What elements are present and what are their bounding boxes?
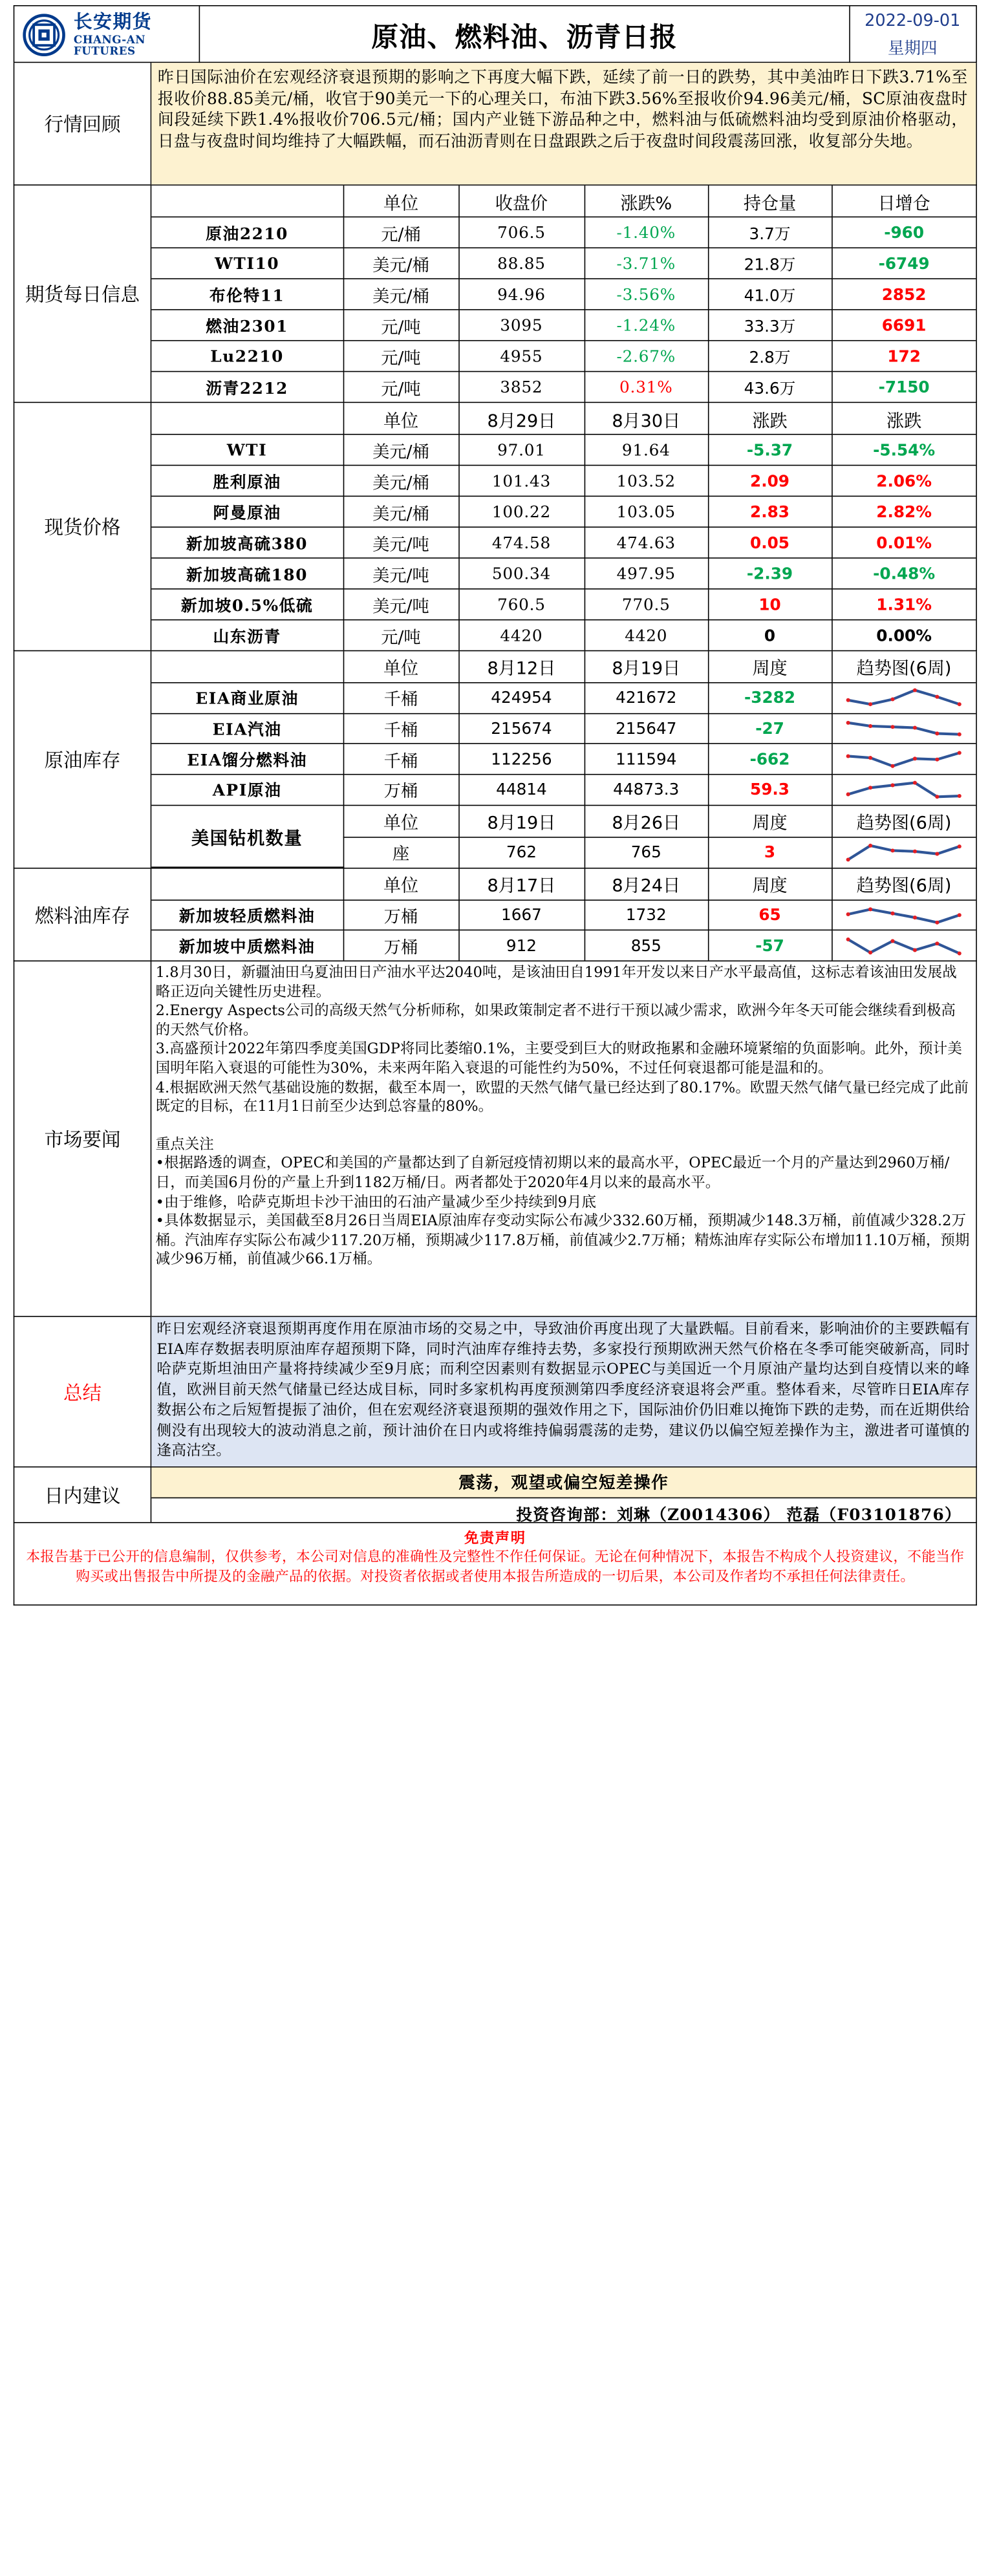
trend-point: [891, 725, 895, 729]
trend-cell: [832, 683, 976, 713]
table-row: [151, 683, 976, 713]
spot-name: 胜利原油: [151, 466, 343, 497]
open-interest: 43.6万: [708, 372, 832, 402]
price-change: 10: [708, 589, 832, 620]
price-change: -2.39: [708, 558, 832, 589]
column-header: 周度: [708, 651, 832, 682]
trend-line: [848, 691, 960, 705]
change-percent: -1.24%: [585, 310, 708, 341]
spot-price-section: [14, 403, 977, 651]
trend-line: [848, 753, 960, 766]
fuel-inventory-label: 燃料油库存: [14, 869, 151, 961]
price-change: 0.05: [708, 527, 832, 558]
trend-point: [913, 689, 917, 692]
chang-an-logo-icon: [21, 12, 67, 59]
column-header: 8月30日: [585, 403, 708, 435]
price-day2: 497.95: [585, 558, 708, 589]
table-row: [151, 527, 976, 558]
daily-oi-change: -960: [832, 217, 976, 248]
value-week2: 1732: [585, 900, 708, 930]
daily-oi-change: -7150: [878, 378, 930, 396]
table-row: [151, 310, 976, 341]
trend-line: [848, 723, 960, 735]
value-week1: 1667: [458, 900, 584, 930]
column-header: 趋势图(6周): [832, 805, 976, 837]
disclaimer-text: 本报告基于已公开的信息编制，仅供参考，本公司对信息的准确性及完整性不作任何保证。无论在何种情况下，本报告不构成个人投资建议，不能当作购买或出售报告中所提及的金融产品的依据。对投资者依据或者使用本报告所造成的一切后果，本公司及作者均不承担任何法律责任。: [26, 1549, 965, 1585]
trend-point: [936, 852, 940, 856]
table-row: [151, 279, 976, 310]
trend-sparkline: [844, 777, 964, 802]
table-row: [151, 372, 976, 402]
trend-cell: [832, 900, 976, 930]
spot-price-label: 现货价格: [14, 403, 151, 650]
unit: 万桶: [343, 900, 459, 930]
market-news-body: [151, 961, 976, 1272]
market-review-section: [14, 63, 977, 186]
close-price: 94.96: [458, 279, 584, 310]
trend-point: [936, 695, 940, 699]
value-week2: 421672: [585, 683, 708, 713]
column-header: 8月19日: [585, 651, 708, 682]
disclaimer-section: [14, 1523, 977, 1606]
column-header: 单位: [343, 869, 459, 900]
spot-name: WTI: [151, 435, 343, 466]
table-row: [151, 435, 976, 466]
column-header: [151, 651, 343, 682]
column-header: 8月19日: [458, 805, 584, 837]
intraday-advice-label: 日内建议: [14, 1468, 151, 1522]
summary-text: 昨日宏观经济衰退预期再度作用在原油市场的交易之中，导致油价再度出现了大量跌幅。目前看来，影响油价的主要跌幅有EIA库存数据表明原油库存超预期下降，同时汽油库存维持去势，多家投行预期欧洲天然气价格在冬季可能突破新高，同时哈萨克斯坦油田产量将持续减少至9月底；而利空因素则有数据显示OPEC与美国近一个月原油产量均达到自疫情以来的峰值，欧洲目前天然气储量已经达成目标，同时多家机构再度预测第四季度经济衰退将会严重。整体看来，尽管昨日EIA库存数据公布之后短暂提振了油价，但在宏观经济衰退预期的强效作用之下，国际油价仍旧难以掩饰下跌的走势，而在近期供给侧没有出现较大的波动消息之前，预计油价在日内或将维持偏弱震荡的走势，建议仍以偏空短差操作为主，激进者可谨慎的逢高沽空。: [156, 1321, 970, 1460]
inventory-name: EIA汽油: [151, 713, 343, 744]
rig-count-name: 美国钻机数量: [151, 805, 343, 867]
table-row: [151, 217, 976, 248]
price-change-percent: 0.01%: [832, 527, 976, 558]
trend-line: [848, 783, 960, 797]
column-header: 持仓量: [708, 186, 832, 217]
value-week1: 44814: [458, 775, 584, 805]
news-item: 1.8月30日，新疆油田乌夏油田日产油水平达2040吨，是该油田自1991年开发以来日产水平最高值，这标志着该油田发展战略正迈向关键性历史进程。: [155, 964, 957, 1000]
unit: 千桶: [343, 713, 459, 744]
crude-inventory-label: 原油库存: [14, 651, 151, 868]
spot-name: 山东沥青: [151, 620, 343, 650]
logo-english-name: CHANG-AN FUTURES: [73, 34, 145, 58]
weekly-change: -3282: [708, 683, 832, 713]
column-header: 单位: [343, 403, 459, 435]
rig-header-row: [151, 805, 976, 837]
value-week1: 112256: [458, 744, 584, 774]
value-week2: 855: [585, 930, 708, 960]
column-header: 收盘价: [458, 186, 584, 217]
close-price: 3095: [458, 310, 584, 341]
price-day1: 100.22: [458, 497, 584, 528]
column-header: 周度: [708, 805, 832, 837]
price-day2: 770.5: [585, 589, 708, 620]
unit: 元/吨: [343, 341, 459, 372]
daily-oi-change: 6691: [832, 310, 976, 341]
price-change-percent: 2.06%: [832, 466, 976, 497]
news-item: 3.高盛预计2022年第四季度美国GDP将同比萎缩0.1%，主要受到巨大的财政拖累和金融环境紧缩的负面影响。此外，预计美国明年陷入衰退的可能性为30%，未来两年陷入衰退的可能性约为50%，不过任何衰退都可能是温和的。: [155, 1041, 962, 1077]
table-header-row: [151, 869, 976, 900]
value-week1: 912: [458, 930, 584, 960]
price-change: 0: [708, 620, 832, 650]
trend-point: [936, 731, 940, 735]
table-row: [151, 341, 976, 372]
weekly-change: 65: [708, 900, 832, 930]
open-interest: 21.8万: [708, 248, 832, 279]
change-percent: -1.40%: [585, 217, 708, 248]
disclaimer-title: 免责声明: [464, 1530, 526, 1547]
spot-name: 新加坡高硫380: [151, 527, 343, 558]
inventory-name: API原油: [151, 775, 343, 805]
trend-point: [891, 698, 895, 702]
intraday-advice-section: [14, 1468, 977, 1523]
column-header: 单位: [343, 651, 459, 682]
inventory-name: EIA馏分燃料油: [151, 744, 343, 774]
unit: 美元/桶: [343, 497, 459, 528]
report-header: [14, 5, 977, 63]
trend-point: [868, 702, 872, 706]
fuel-inventory-table: [151, 869, 976, 961]
trend-point: [958, 913, 961, 917]
table-header-row: [151, 403, 976, 435]
trend-line: [848, 939, 960, 953]
column-header: [151, 186, 343, 217]
price-day1: 4420: [458, 620, 584, 650]
spot-name: 阿曼原油: [151, 497, 343, 528]
price-change-percent: -0.48%: [832, 558, 976, 589]
column-header: 涨跌: [832, 403, 976, 435]
unit: 万桶: [343, 775, 459, 805]
column-header: [151, 403, 343, 435]
column-header: 8月29日: [458, 403, 584, 435]
trend-point: [958, 951, 961, 955]
inventory-name: 新加坡轻质燃料油: [151, 900, 343, 930]
market-review-text: 昨日国际油价在宏观经济衰退预期的影响之下再度大幅下跌，延续了前一日的跌势，其中美油昨日下跌3.71%至报收价88.85美元/桶，收官于90美元一下的心理关口，布油下跌3.56%至报收价94.96美元/桶，SC原油夜盘时间段延续下跌1.4%报收价706.5元/桶；国内产业链下游品种之中，燃料油与低硫燃料油均受到原油价格驱动，日盘与夜盘时间均维持了大幅跌幅，而石油沥青则在日盘跟跌之后于夜盘时间段震荡回涨，收复部分失地。: [157, 68, 968, 150]
value-week1: 215674: [458, 713, 584, 744]
investment-consultants: 投资咨询部：刘琳（Z0014306） 范磊（F03101876）: [516, 1504, 961, 1525]
price-change: -5.37: [708, 435, 832, 466]
price-day1: 101.43: [458, 466, 584, 497]
trend-point: [891, 784, 895, 788]
trend-point: [868, 724, 872, 728]
inventory-name: EIA商业原油: [151, 683, 343, 713]
unit: 美元/桶: [343, 248, 459, 279]
value-week2: 111594: [585, 744, 708, 774]
unit: 美元/桶: [343, 435, 459, 466]
open-interest: 2.8万: [708, 341, 832, 372]
column-header: 8月12日: [458, 651, 584, 682]
close-price: 88.85: [458, 248, 584, 279]
trend-point: [868, 786, 872, 790]
table-row: [151, 620, 976, 650]
logo-chinese-name: 长安期货: [73, 11, 153, 33]
trend-point: [958, 751, 961, 755]
spot-name: 新加坡高硫180: [151, 558, 343, 589]
price-day2: 103.52: [585, 466, 708, 497]
crude-inventory-table: [151, 651, 976, 868]
column-header: 趋势图(6周): [832, 651, 976, 682]
price-day2: 103.05: [585, 497, 708, 528]
trend-point: [846, 698, 850, 702]
contract-name: 原油2210: [151, 217, 343, 248]
close-price: 3852: [458, 372, 584, 402]
unit: 万桶: [343, 930, 459, 960]
table-row: [151, 558, 976, 589]
table-header-row: [151, 186, 976, 217]
trend-point: [958, 733, 961, 736]
unit: 美元/桶: [343, 466, 459, 497]
open-interest: 3.7万: [708, 217, 832, 248]
trend-point: [868, 950, 872, 954]
spot-name: 新加坡0.5%低硫: [151, 589, 343, 620]
trend-point: [846, 912, 850, 916]
price-day1: 474.58: [458, 527, 584, 558]
column-header: 8月24日: [585, 869, 708, 900]
table-row: [151, 930, 976, 960]
column-header: 日增仓: [832, 186, 976, 217]
trend-cell: [832, 713, 976, 744]
table-row: [151, 589, 976, 620]
trend-cell: [832, 930, 976, 960]
price-change-percent: 1.31%: [832, 589, 976, 620]
trend-point: [868, 907, 872, 911]
unit: 元/吨: [343, 310, 459, 341]
trend-sparkline: [844, 716, 964, 741]
contract-name: Lu2210: [151, 341, 343, 372]
value-week2: 215647: [585, 713, 708, 744]
brand-logo: [14, 6, 200, 64]
daily-oi-change: -6749: [832, 248, 976, 279]
table-row: [151, 713, 976, 744]
unit: 美元/吨: [343, 527, 459, 558]
trend-point: [958, 844, 961, 848]
trend-sparkline: [844, 840, 964, 864]
value-week2: 44873.3: [585, 775, 708, 805]
trend-point: [846, 858, 850, 862]
market-news-label: 市场要闻: [14, 961, 151, 1316]
trend-point: [958, 702, 961, 706]
unit: 元/吨: [343, 372, 459, 402]
summary-section: [14, 1317, 977, 1468]
column-header: 涨跌%: [585, 186, 708, 217]
trend-line: [848, 909, 960, 922]
unit: 元/吨: [343, 620, 459, 650]
value-week1: 424954: [458, 683, 584, 713]
change-percent: -3.56%: [585, 279, 708, 310]
weekly-change: -57: [708, 930, 832, 960]
focus-item: •根据路透的调查，OPEC和美国的产量都达到了自新冠疫情初期以来的最高水平，OPEC最近一个月的产量达到2960万桶/日，而美国6月份的产量上升到1182万桶/日。两者都处于2020年4月以来的最高水平。: [155, 1155, 950, 1192]
change-percent: 0.31%: [585, 372, 708, 402]
intraday-advice-text: 震荡，观望或偏空短差操作: [151, 1468, 976, 1499]
trend-sparkline: [844, 903, 964, 927]
trend-cell: [832, 775, 976, 805]
trend-point: [891, 912, 895, 916]
trend-point: [913, 725, 917, 729]
table-row: [151, 744, 976, 774]
market-news-section: [14, 961, 977, 1317]
price-day1: 97.01: [458, 435, 584, 466]
weekly-change: 59.3: [708, 775, 832, 805]
trend-point: [846, 793, 850, 797]
futures-daily-section: [14, 186, 977, 403]
crude-inventory-section: [14, 651, 977, 868]
close-price: 706.5: [458, 217, 584, 248]
weekly-change: -662: [708, 744, 832, 774]
table-row: [151, 248, 976, 279]
price-change-percent: 2.82%: [832, 497, 976, 528]
inventory-name: 新加坡中质燃料油: [151, 930, 343, 960]
unit: 元/桶: [343, 217, 459, 248]
trend-point: [891, 849, 895, 853]
report-weekday: 星期四: [887, 38, 938, 58]
focus-title: 重点关注: [155, 1136, 214, 1154]
market-review-label: 行情回顾: [14, 63, 151, 184]
trend-point: [846, 754, 850, 758]
table-row: [151, 900, 976, 930]
report-date: 2022-09-01: [865, 10, 961, 30]
change-percent: -2.67%: [585, 341, 708, 372]
column-header: 周度: [708, 869, 832, 900]
trend-point: [936, 921, 940, 925]
column-header: [151, 869, 343, 900]
trend-sparkline: [844, 685, 964, 710]
unit: 千桶: [343, 683, 459, 713]
contract-name: 燃油2301: [151, 310, 343, 341]
trend-point: [868, 844, 872, 848]
price-day2: 474.63: [585, 527, 708, 558]
news-item: 2.Energy Aspects公司的高级天然气分析师称，如果政策制定者不进行干预以减少需求，欧洲今年冬天可能会继续看到极高的天然气价格。: [155, 1003, 956, 1039]
unit: 美元/吨: [343, 589, 459, 620]
column-header: 8月26日: [585, 805, 708, 837]
contract-name: 沥青2212: [151, 372, 343, 402]
trend-cell: [832, 744, 976, 774]
trend-point: [913, 916, 917, 919]
price-change-percent: -5.54%: [832, 435, 976, 466]
unit: 千桶: [343, 744, 459, 774]
trend-point: [913, 757, 917, 760]
open-interest: 33.3万: [708, 310, 832, 341]
trend-point: [936, 795, 940, 799]
report-date-box: [849, 6, 974, 64]
futures-table: [151, 186, 976, 402]
column-header: 8月17日: [458, 869, 584, 900]
value-week1: 762: [458, 837, 584, 868]
focus-item: •具体数据显示，美国截至8月26日当周EIA原油库存变动实际公布减少332.60万桶，预期减少148.3万桶，前值减少328.2万桶。汽油库存实际公布减少117.20万桶，预期减少117.8万桶，前值减少2.7万桶；精炼油库存实际公布增加11.10万桶，预期减少96万桶，前值减少66.1万桶。: [155, 1213, 970, 1268]
trend-sparkline: [844, 747, 964, 771]
unit: 座: [343, 837, 459, 868]
spot-table: [151, 403, 976, 650]
trend-point: [891, 764, 895, 767]
price-change-percent: 0.00%: [876, 626, 932, 645]
price-day1: 760.5: [458, 589, 584, 620]
trend-point: [868, 756, 872, 760]
trend-point: [936, 941, 940, 945]
open-interest: 41.0万: [708, 279, 832, 310]
trend-point: [958, 795, 961, 799]
table-row: [151, 497, 976, 528]
price-day2: 91.64: [585, 435, 708, 466]
trend-point: [891, 939, 895, 943]
trend-point: [913, 781, 917, 785]
trend-line: [848, 846, 960, 860]
report-title: 原油、燃料油、沥青日报: [371, 22, 678, 54]
trend-point: [936, 757, 940, 761]
close-price: 4955: [458, 341, 584, 372]
daily-oi-change: 2852: [832, 279, 976, 310]
price-change: 2.09: [708, 466, 832, 497]
contract-name: WTI10: [151, 248, 343, 279]
summary-label: 总结: [14, 1317, 151, 1466]
trend-point: [913, 850, 917, 853]
trend-point: [913, 948, 917, 952]
futures-daily-label: 期货每日信息: [14, 186, 151, 402]
table-row: [151, 775, 976, 805]
weekly-change: -27: [708, 713, 832, 744]
fuel-inventory-section: [14, 869, 977, 961]
daily-oi-change: 172: [832, 341, 976, 372]
trend-point: [846, 721, 850, 725]
table-header-row: [151, 651, 976, 682]
price-change: 2.83: [708, 497, 832, 528]
trend-point: [846, 937, 850, 941]
trend-cell: [832, 837, 976, 868]
focus-item: •由于维修，哈萨克斯坦卡沙干油田的石油产量减少至少持续到9月底: [155, 1194, 597, 1210]
price-day2: 4420: [585, 620, 708, 650]
value-week2: 765: [585, 837, 708, 868]
unit: 美元/桶: [343, 279, 459, 310]
weekly-change: 3: [708, 837, 832, 868]
trend-sparkline: [844, 933, 964, 958]
table-row: [151, 466, 976, 497]
column-header: 单位: [343, 186, 459, 217]
price-day1: 500.34: [458, 558, 584, 589]
column-header: 涨跌: [708, 403, 832, 435]
column-header: 趋势图(6周): [832, 869, 976, 900]
change-percent: -3.71%: [585, 248, 708, 279]
news-item: 4.根据欧洲天然气基础设施的数据，截至本周一，欧盟的天然气储气量已经达到了80.17%。欧盟天然气储气量已经完成了此前既定的目标，在11月1日前至少达到总容量的80%。: [155, 1079, 969, 1115]
column-header: 单位: [343, 805, 459, 837]
unit: 美元/吨: [343, 558, 459, 589]
contract-name: 布伦特11: [151, 279, 343, 310]
